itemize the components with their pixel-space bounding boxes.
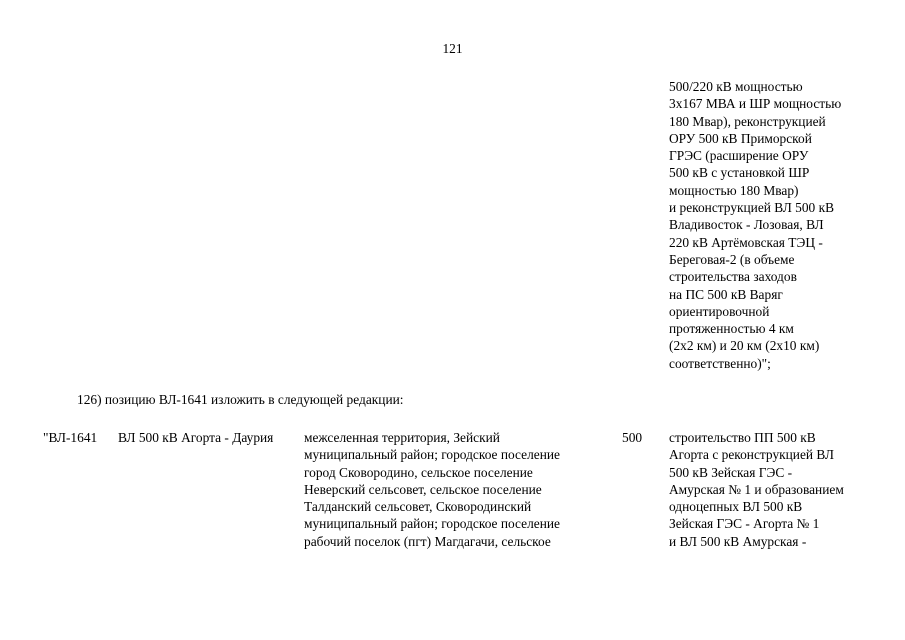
purpose-cell	[669, 429, 844, 550]
amendment-instruction: 126) позицию ВЛ-1641 изложить в следующей редакции:	[77, 392, 404, 407]
text-line: Агорта с реконструкцией ВЛ	[669, 447, 834, 463]
text-line: 500 кВ Зейская ГЭС -	[669, 464, 793, 480]
text-line: Неверский сельсовет, сельское поселение	[304, 481, 542, 497]
text-line: строительства заходов	[669, 269, 797, 285]
voltage-cell	[622, 429, 642, 446]
line-code-cell	[43, 429, 97, 446]
text-line: строительство ПП 500 кВ	[669, 430, 816, 445]
text-line: Талданский сельсовет, Сковородинский	[304, 499, 532, 515]
voltage-value: 500	[622, 430, 643, 445]
text-line: и реконструкцией ВЛ 500 кВ	[669, 200, 835, 216]
text-line: межселенная территория, Зейский	[304, 430, 500, 445]
text-line: протяженностью 4 км	[669, 321, 794, 337]
text-line: ориентировочной	[669, 303, 770, 319]
text-line: 220 кВ Артёмовская ТЭЦ -	[669, 234, 823, 250]
text-line: 500 кВ с установкой ШР	[669, 165, 810, 181]
text-line: Владивосток - Лозовая, ВЛ	[669, 217, 824, 233]
page-number: 121	[442, 41, 463, 56]
text-line: мощностью 180 Мвар)	[669, 182, 799, 198]
text-line: (2x2 км) и 20 км (2x10 км)	[669, 338, 820, 354]
continued-purpose-text	[669, 78, 841, 372]
text-line: 3x167 МВА и ШР мощностью	[669, 96, 842, 112]
text-line: город Сковородино, сельское поселение	[304, 464, 533, 480]
text-line: ОРУ 500 кВ Приморской	[669, 130, 812, 146]
text-line: муниципальный район; городское поселение	[304, 516, 560, 532]
text-line: одноцепных ВЛ 500 кВ	[669, 499, 803, 515]
text-line: 180 Мвар), реконструкцией	[669, 113, 826, 129]
text-line: Зейская ГЭС - Агорта № 1	[669, 516, 820, 532]
text-line: Амурская № 1 и образованием	[669, 481, 844, 497]
text-line: 500/220 кВ мощностью	[669, 79, 803, 94]
text-line: и ВЛ 500 кВ Амурская -	[669, 533, 807, 549]
text-line: Береговая-2 (в объеме	[669, 251, 795, 267]
text-line: ГРЭС (расширение ОРУ	[669, 148, 809, 164]
text-line: рабочий поселок (пгт) Магдагачи, сельское	[304, 533, 551, 549]
text-line: муниципальный район; городское поселение	[304, 447, 560, 463]
line-name: ВЛ 500 кВ Агорта - Даурия	[118, 430, 274, 445]
line-name-cell	[118, 429, 273, 446]
text-line: на ПС 500 кВ Варяг	[669, 286, 783, 302]
territory-cell	[304, 429, 560, 550]
line-code: "ВЛ-1641	[43, 430, 98, 445]
text-line: соответственно)";	[669, 355, 771, 371]
